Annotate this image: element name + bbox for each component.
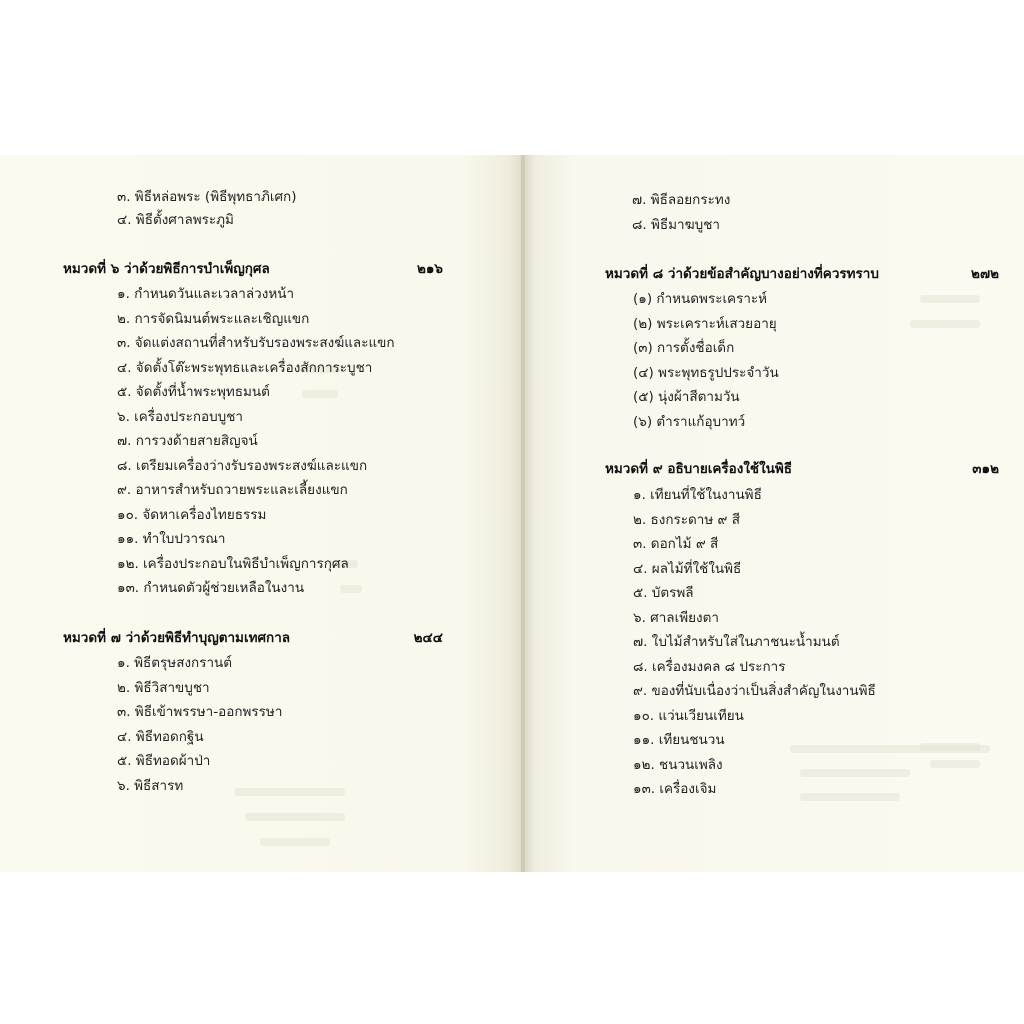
toc-item: ๑. กำหนดวันและเวลาล่วงหน้า (117, 286, 295, 302)
toc-item: ๑. เทียนที่ใช้ในงานพิธี (633, 487, 762, 503)
toc-item: ๑๐. จัดหาเครื่องไทยธรรม (117, 506, 267, 523)
toc-item: ๘. เครื่องมงคล ๘ ประการ (633, 658, 786, 675)
toc-item: ๘. เตรียมเครื่องว่างรับรองพระสงฆ์และแขก (117, 457, 368, 474)
toc-item: ๖. ศาลเพียงตา (633, 609, 719, 626)
toc-item: ๕. พิธีทอดผ้าป่า (117, 753, 211, 769)
toc-item: ๑๓. เครื่องเจิม (633, 781, 717, 797)
toc-item: (๖) ตำราแก้อุบาทว์ (633, 413, 746, 430)
section-heading: หมวดที่ ๖ ว่าด้วยพิธีการบำเพ็ญกุศล (63, 261, 270, 277)
toc-item: ๒. พิธีวิสาขบูชา (117, 679, 210, 696)
toc-item: ๑๓. กำหนดตัวผู้ช่วยเหลือในงาน (117, 580, 305, 596)
book-spread (0, 155, 1024, 872)
section-page-number: ๓๑๒ (972, 461, 999, 477)
toc-item: ๓. พิธีเข้าพรรษา-ออกพรรษา (117, 704, 283, 720)
toc-item: ๑๒. ชนวนเพลิง (633, 756, 723, 773)
toc-item: ๑๐. แว่นเวียนเทียน (633, 707, 744, 724)
right-page (525, 155, 1024, 872)
section-heading: หมวดที่ ๙ อธิบายเครื่องใช้ในพิธี (605, 461, 793, 477)
toc-item: ๑๑. ทำใบปวารณา (117, 531, 226, 547)
toc-item: ๗. ใบไม้สำหรับใส่ในภาชนะน้ำมนต์ (633, 634, 840, 650)
toc-item: ๔. พิธีทอดกฐิน (117, 728, 204, 745)
show-through-mark (245, 813, 345, 821)
toc-item: (๒) พระเคราะห์เสวยอายุ (633, 315, 777, 332)
toc-item: ๙. ของที่นับเนื่องว่าเป็นสิ่งสำคัญในงานพิธี (633, 683, 876, 699)
toc-item: (๔) พระพุทธรูปประจำวัน (633, 364, 779, 381)
show-through-mark (235, 788, 345, 796)
section-page-number: ๒๑๖ (416, 261, 443, 277)
toc-item: ๔. จัดตั้งโต๊ะพระพุทธและเครื่องสักการะบูชา (117, 359, 373, 376)
toc-item: ๕. จัดตั้งที่น้ำพระพุทธมนต์ (117, 384, 270, 400)
toc-item: ๑๑. เทียนชนวน (633, 732, 725, 748)
show-through-mark (930, 760, 980, 768)
toc-item: ๑๒. เครื่องประกอบในพิธีบำเพ็ญการกุศล (117, 555, 349, 572)
section-heading: หมวดที่ ๗ ว่าด้วยพิธีทำบุญตามเทศกาล (63, 630, 291, 646)
toc-item: ๖. พิธีสารท (117, 777, 184, 794)
toc-item: (๕) นุ่งผ้าสีตามวัน (633, 389, 740, 405)
section-page-number: ๒๗๒ (971, 266, 999, 282)
toc-item: ๔. ผลไม้ที่ใช้ในพิธี (633, 560, 742, 577)
toc-item: (๑) กำหนดพระเคราะห์ (633, 291, 768, 307)
toc-item: ๔. พิธีตั้งศาลพระภูมิ (117, 212, 234, 228)
toc-item: ๑. พิธีตรุษสงกรานต์ (117, 655, 233, 671)
toc-item: ๗. การวงด้ายสายสิญจน์ (117, 433, 258, 449)
show-through-mark (920, 295, 980, 303)
toc-item: ๘. พิธีมาฆบูชา (632, 217, 720, 233)
show-through-mark (302, 390, 338, 398)
show-through-mark (790, 745, 990, 753)
toc-item: ๙. อาหารสำหรับถวายพระและเลี้ยงแขก (117, 482, 348, 498)
toc-item: ๓. พิธีหล่อพระ (พิธีพุทธาภิเศก) (117, 189, 297, 205)
toc-item: ๓. ดอกไม้ ๙ สี (633, 536, 719, 552)
toc-item: ๗. พิธีลอยกระทง (632, 192, 731, 208)
toc-item: ๒. การจัดนิมนต์พระและเชิญแขก (117, 310, 310, 327)
section-heading: หมวดที่ ๘ ว่าด้วยข้อสำคัญบางอย่างที่ควรทราบ (605, 266, 879, 282)
show-through-mark (910, 320, 980, 328)
toc-item: (๓) การตั้งชื่อเด็ก (633, 340, 735, 356)
toc-item: ๒. ธงกระดาษ ๙ สี (633, 511, 740, 528)
show-through-mark (340, 585, 362, 593)
toc-item: ๕. บัตรพลี (633, 585, 694, 601)
show-through-mark (260, 838, 330, 846)
show-through-mark (800, 769, 910, 777)
left-page (0, 155, 525, 872)
toc-item: ๖. เครื่องประกอบบูชา (117, 408, 243, 425)
show-through-mark (800, 793, 900, 801)
section-page-number: ๒๔๔ (413, 630, 443, 646)
toc-item: ๓. จัดแต่งสถานที่สำหรับรับรองพระสงฆ์และแขก (117, 335, 395, 351)
